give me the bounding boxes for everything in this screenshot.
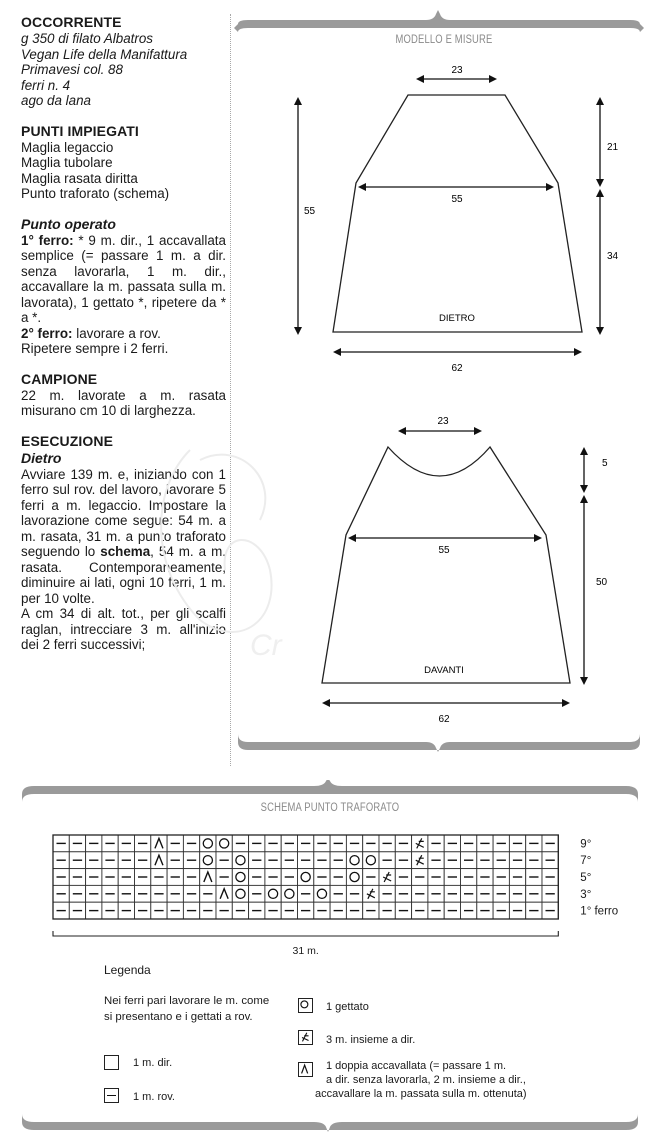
- chart-cell: [232, 869, 248, 886]
- chart-cell: [346, 869, 362, 886]
- chart-cell: [232, 852, 248, 869]
- schema-title: SCHEMA PUNTO TRAFORATO: [260, 802, 400, 814]
- occorrente-heading: OCCORRENTE: [21, 14, 122, 30]
- esecuzione-paragraph: A cm 34 di alt. tot., per gli scalfi raglan, intrecciare 3 m. all'inizio dei 2 ferri successivi;: [21, 606, 226, 652]
- dietro-diagram: [290, 55, 650, 385]
- chart-cell: [232, 885, 248, 902]
- occorrente-line: Primavesi col. 88: [21, 62, 123, 77]
- chart-cell: [363, 852, 379, 869]
- row-label: 5°: [580, 872, 592, 884]
- davanti-diagram: [310, 405, 630, 730]
- legend-purl-symbol: [104, 1088, 119, 1103]
- campione-text: 22 m. lavorate a m. rasata misurano cm 10 di larghezza.: [21, 387, 226, 418]
- dietro-top-label: 23: [451, 65, 463, 76]
- legend-knit-text: 1 m. dir.: [133, 1057, 173, 1069]
- occorrente-line: Vegan Life della Manifattura: [21, 46, 188, 62]
- dietro-chest-label: 55: [451, 194, 463, 205]
- legend-k3tog-symbol: [298, 1030, 313, 1045]
- occorrente-line: g 350 di filato Albatros: [21, 31, 154, 46]
- legend-double-decrease-text-1: 1 doppia accavallata (= passare 1 m.: [326, 1060, 507, 1072]
- punto-operato-row2: [21, 326, 226, 342]
- chart-cell: [281, 885, 297, 902]
- dietro-outline: [333, 95, 582, 332]
- esecuzione-heading: ESECUZIONE: [21, 432, 114, 449]
- davanti-outline: [322, 447, 570, 683]
- esecuzione-text-b: , 54 m. a m. rasata. Contemporaneamente, diminuire ai lati, ogni 10 ferri, 1 m. per 10 volte.: [21, 544, 226, 606]
- legend-double-decrease-text-3: accavallare la m. passata sulla m. ottenuta): [315, 1088, 527, 1100]
- width-bracket: [53, 931, 558, 936]
- chart-cell: [216, 835, 232, 852]
- chart-cell: [346, 852, 362, 869]
- punto-item: Maglia rasata diritta: [21, 170, 138, 186]
- chart-cell: [200, 852, 216, 869]
- row1-text: * 9 m. dir., 1 accavallata semplice (= passare 1 m. a dir. senza lavorarla, 1 m. dir., accavallare la m. passata sulla m. lavorata), 1 gettato *, ripetere da * a *.: [21, 232, 226, 325]
- punto-item: Maglia legaccio: [21, 139, 114, 155]
- esecuzione-subtitle: Dietro: [21, 449, 62, 466]
- row1-label: 1° ferro:: [21, 232, 74, 248]
- watermark-text: Cr: [250, 629, 282, 662]
- dietro-label: DIETRO: [439, 313, 475, 324]
- punto-item: Punto traforato (schema): [21, 186, 170, 201]
- punti-impiegati-heading: PUNTI IMPIEGATI: [21, 122, 139, 139]
- davanti-chest-label: 55: [438, 545, 450, 556]
- schema-grid: [50, 832, 650, 957]
- occorrente-line: ago da lana: [21, 93, 91, 108]
- chart-cell: [265, 885, 281, 902]
- davanti-top-label: 23: [437, 416, 449, 427]
- row2-label: 2° ferro:: [21, 325, 73, 341]
- legenda-note: Nei ferri pari lavorare le m. come si presentano e i gettati a rov.: [104, 995, 270, 1023]
- watermark-logo: [130, 420, 330, 680]
- legend-yarnover-symbol: [298, 998, 313, 1013]
- punto-operato-repeat: Ripetere sempre i 2 ferri.: [21, 341, 169, 356]
- dietro-raglan-label: 21: [607, 142, 619, 153]
- schema-ref: schema: [100, 544, 151, 559]
- esecuzione-text-a: Avviare 139 m. e, iniziando con 1 ferro sul rov. del lavoro, lavorare 5 ferri a m. legaccio. Impostare la lavorazione come segue: 54 m. a m. rasata, 31 m. a punto traforato seguendo lo: [21, 466, 226, 559]
- legend-purl-text: 1 m. rov.: [133, 1091, 175, 1103]
- davanti-label: DAVANTI: [424, 665, 464, 676]
- row-label: 9°: [580, 838, 592, 851]
- punto-operato-heading: Punto operato: [21, 215, 116, 232]
- occorrente-line: ferri n. 4: [21, 77, 71, 93]
- legend-knit-symbol: [104, 1055, 119, 1070]
- dietro-body-label: 34: [607, 251, 619, 262]
- row-label: 7°: [580, 855, 592, 868]
- davanti-height-label: 50: [596, 577, 608, 588]
- legend-double-decrease-text-2: a dir. senza lavorarla, 2 m. insieme a dir.,: [326, 1074, 526, 1086]
- dietro-height-label: 55: [304, 206, 316, 217]
- chart-cell: [200, 835, 216, 852]
- row-label: 1° ferro: [580, 905, 619, 918]
- row-label: 3°: [580, 888, 592, 901]
- davanti-neck-label: 5: [602, 458, 608, 469]
- schema-bottom-banner: [18, 1108, 642, 1138]
- modello-bottom-banner: [234, 728, 654, 758]
- legenda-title: Legenda: [104, 963, 151, 977]
- legend-k3tog-text: 3 m. insieme a dir.: [326, 1034, 416, 1046]
- row2-text: lavorare a rov.: [72, 325, 161, 341]
- legend-yarnover-text: 1 gettato: [326, 1001, 369, 1013]
- punto-operato-row1: [21, 233, 226, 326]
- chart-cell: [298, 869, 314, 886]
- punto-item: Maglia tubolare: [21, 155, 113, 170]
- davanti-bottom-label: 62: [438, 714, 450, 725]
- chart-cell: [314, 885, 330, 902]
- dietro-bottom-label: 62: [451, 363, 463, 374]
- campione-heading: CAMPIONE: [21, 370, 98, 387]
- width-label: 31 m.: [292, 945, 319, 957]
- modello-title: MODELLO E MISURE: [395, 34, 493, 46]
- legend-double-decrease-symbol: [298, 1062, 313, 1077]
